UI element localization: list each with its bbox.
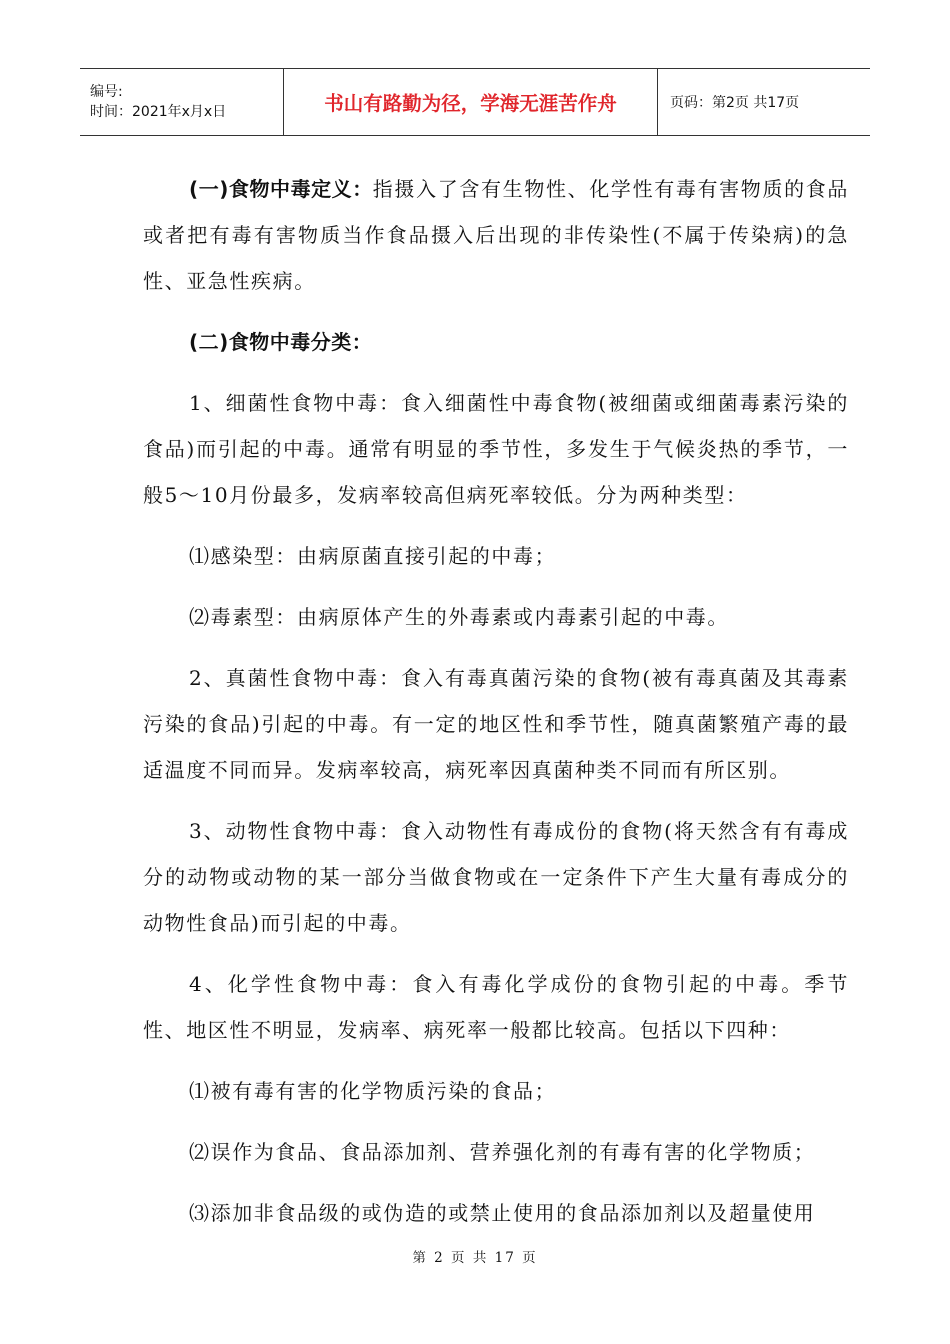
paragraph-chemical: 4、化学性食物中毒：食入有毒化学成份的食物引起的中毒。季节性、地区性不明显，发病率、病死率一般都比较高。包括以下四种： [143,972,849,1042]
paragraph-fungal: 2、真菌性食物中毒：食入有毒真菌污染的食物(被有毒真菌及其毒素污染的食品)引起的中毒。有一定的地区性和季节性，随真菌繁殖产毒的最适温度不同而异。发病率较高，病死率因真菌种类不同而有所区别。 [143,666,849,782]
header-motto-cell [284,69,658,135]
section-heading-definition: (一)食物中毒定义： [189,177,373,201]
paragraph-infection-type: ⑴感染型：由病原菌直接引起的中毒； [189,544,557,568]
header-motto: 书山有路勤为径，学海无涯苦作舟 [324,92,617,115]
page-footer: 第 2 页 共 17 页 [412,1250,538,1266]
document-time-label: 时间：2021年x月x日 [90,104,227,120]
paragraph-toxin-type: ⑵毒素型：由病原体产生的外毒素或内毒素引起的中毒。 [189,605,729,629]
header-page-code: 页码：第2页 共17页 [670,95,800,111]
section-heading-classification: (二)食物中毒分类： [189,330,373,354]
header-info-cell [80,69,284,135]
paragraph-classification-heading [143,319,849,365]
paragraph-chemical-item-3: ⑶添加非食品级的或伪造的或禁止使用的食品添加剂以及超量使用 [189,1201,816,1225]
header-page-cell [658,69,870,135]
definition-text: 指摄入了含有生物性、化学性有毒有害物质的食品或者把有毒有害物质当作食品摄入后出现的非传染性(不属于传染病)的急性、亚急性疾病。 [143,177,850,293]
paragraph-bacterial: 1、细菌性食物中毒：食入细菌性中毒食物(被细菌或细菌毒素污染的食品)而引起的中毒。通常有明显的季节性，多发生于气候炎热的季节，一般5～10月份最多，发病率较高但病死率较低。分为两种类型： [143,391,849,507]
paragraph-definition [143,166,849,304]
header-table [80,68,870,136]
paragraph-chemical-item-2: ⑵误作为食品、食品添加剂、营养强化剂的有毒有害的化学物质； [189,1140,816,1164]
document-body [143,166,849,1251]
paragraph-animal: 3、动物性食物中毒：食入动物性有毒成份的食物(将天然含有有毒成分的动物或动物的某一部分当做食物或在一定条件下产生大量有毒成分的动物性食品)而引起的中毒。 [143,819,849,935]
document-number-label: 编号: [90,84,123,100]
paragraph-chemical-item-1: ⑴被有毒有害的化学物质污染的食品； [189,1079,557,1103]
